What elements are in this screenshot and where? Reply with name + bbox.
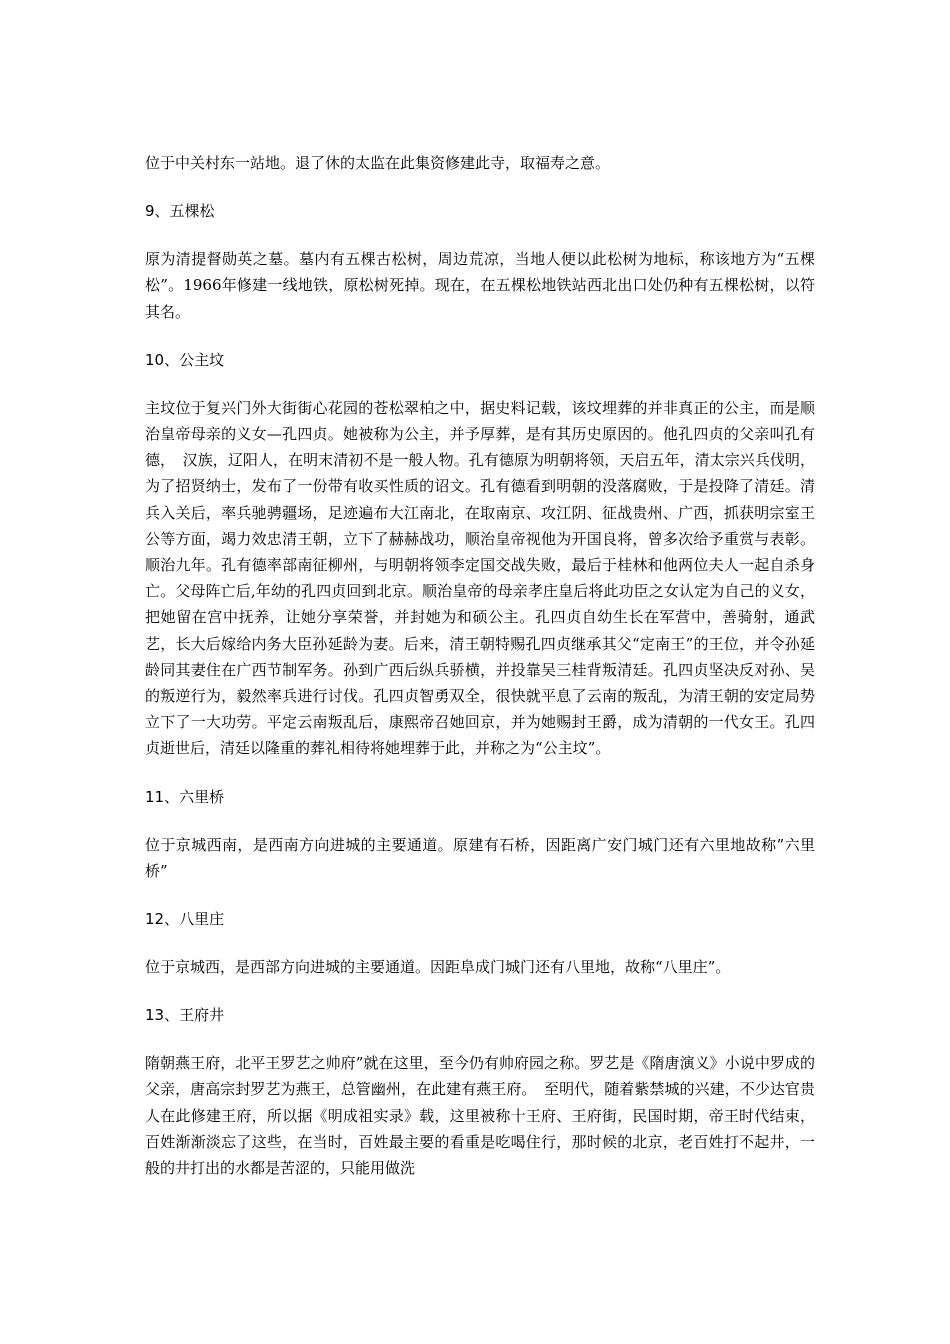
spacer	[145, 373, 815, 395]
spacer	[145, 762, 815, 784]
section-heading-liuliqiao: 11、六里桥	[145, 787, 225, 806]
section-heading-gongzhufen: 10、公主坟	[145, 350, 225, 369]
spacer	[145, 325, 815, 347]
section-heading-wangfujing: 13、王府井	[145, 1006, 225, 1025]
section-body-wangfujing: 隋朝燕王府，北平王罗艺之帅府”就在这里，至今仍有帅府园之称。罗艺是《隋唐演义》小说中罗成的父亲，唐高宗封罗艺为燕王，总管幽州，在此建有燕王府。 至明代，随着紫禁城的兴建，不少达官贵人在此修建王府，所以据《明成祖实录》载，这里被称十王府、王府街，民国时期，帝王时代结束，百姓渐渐淡忘了这些，在当时，百姓最主要的看重是吃喝住行，那时候的北京，老百姓打不起井，一般的井打出的水都是苦涩的，只能用做洗	[145, 1054, 815, 1178]
intro-paragraph: 位于中关村东一站地。退了休的太监在此集资修建此寺，取福寿之意。	[145, 154, 611, 172]
spacer	[145, 932, 815, 954]
section-body-gongzhufen: 主坟位于复兴门外大街街心花园的苍松翠柏之中，据史料记载，该坟埋葬的并非真正的公主，而是顺治皇帝母亲的义女—孔四贞。她被称为公主，并予厚葬，是有其历史原因的。他孔四贞的父亲叫孔有德， 汉族，辽阳人，在明末清初不是一般人物。孔有德原为明朝将领，天启五年，清太宗兴兵伐明，为了招贤纳士，发布了一份带有收买性质的诏文。孔有德看到明朝的没落腐败，于是投降了清廷。清兵入关后，率兵驰骋疆场，足迹遍布大江南北，在取南京、攻江阴、征战贵州、广西，抓获明宗室王公等方面，竭力效忠清王朝，立下了赫赫战功，顺治皇帝视他为开国良将，曾多次给予重赏与表彰。顺治九年。孔有德率部南征柳州，与明朝将领李定国交战失败，最后于桂林和他两位夫人一起自杀身亡。父母阵亡后,年幼的孔四贞回到北京。顺治皇帝的母亲孝庄皇后将此功臣之女认定为自己的义女，把她留在宫中抚养，让她分享荣誉，并封她为和硕公主。孔四贞自幼生长在军营中，善骑射，通武艺，长大后嫁给内务大臣孙延龄为妻。后来，清王朝特赐孔四贞继承其父“定南王”的王位，并令孙延龄同其妻住在广西节制军务。孙到广西后纵兵骄横，并投靠吴三桂背叛清廷。孔四贞坚决反对孙、吴的叛逆行为，毅然率兵进行讨伐。孔四贞智勇双全，很快就平息了云南的叛乱，为清王朝的安定局势立下了一大功劳。平定云南叛乱后，康熙帝召她回京，并为她赐封王爵，成为清朝的一代女王。孔四贞逝世后，清廷以隆重的葬礼相待将她埋葬于此，并称之为“公主坟”。	[145, 398, 815, 758]
spacer	[145, 176, 815, 198]
spacer	[145, 1028, 815, 1050]
section-body-wukesong: 原为清提督勋英之墓。墓内有五棵古松树，周边荒凉，当地人便以此松树为地标，称该地方为“五棵松”。1966年修建一线地铁，原松树死掉。现在，在五棵松地铁站西北出口处仍种有五棵松树，以符其名。	[145, 250, 815, 321]
section-body-liuliqiao: 位于京城西南，是西南方向进城的主要通道。原建有石桥，因距离广安门城门还有六里地故称”六里桥”	[145, 835, 815, 880]
section-body-balizhuang: 位于京城西，是西部方向进城的主要通道。因距阜成门城门还有八里地，故称“八里庄”。	[145, 958, 731, 977]
section-heading-wukesong: 9、五棵松	[145, 202, 215, 221]
spacer	[145, 810, 815, 832]
document-body	[145, 150, 815, 1181]
spacer	[145, 980, 815, 1002]
section-heading-balizhuang: 12、八里庄	[145, 910, 225, 929]
spacer	[145, 884, 815, 906]
spacer	[145, 224, 815, 246]
